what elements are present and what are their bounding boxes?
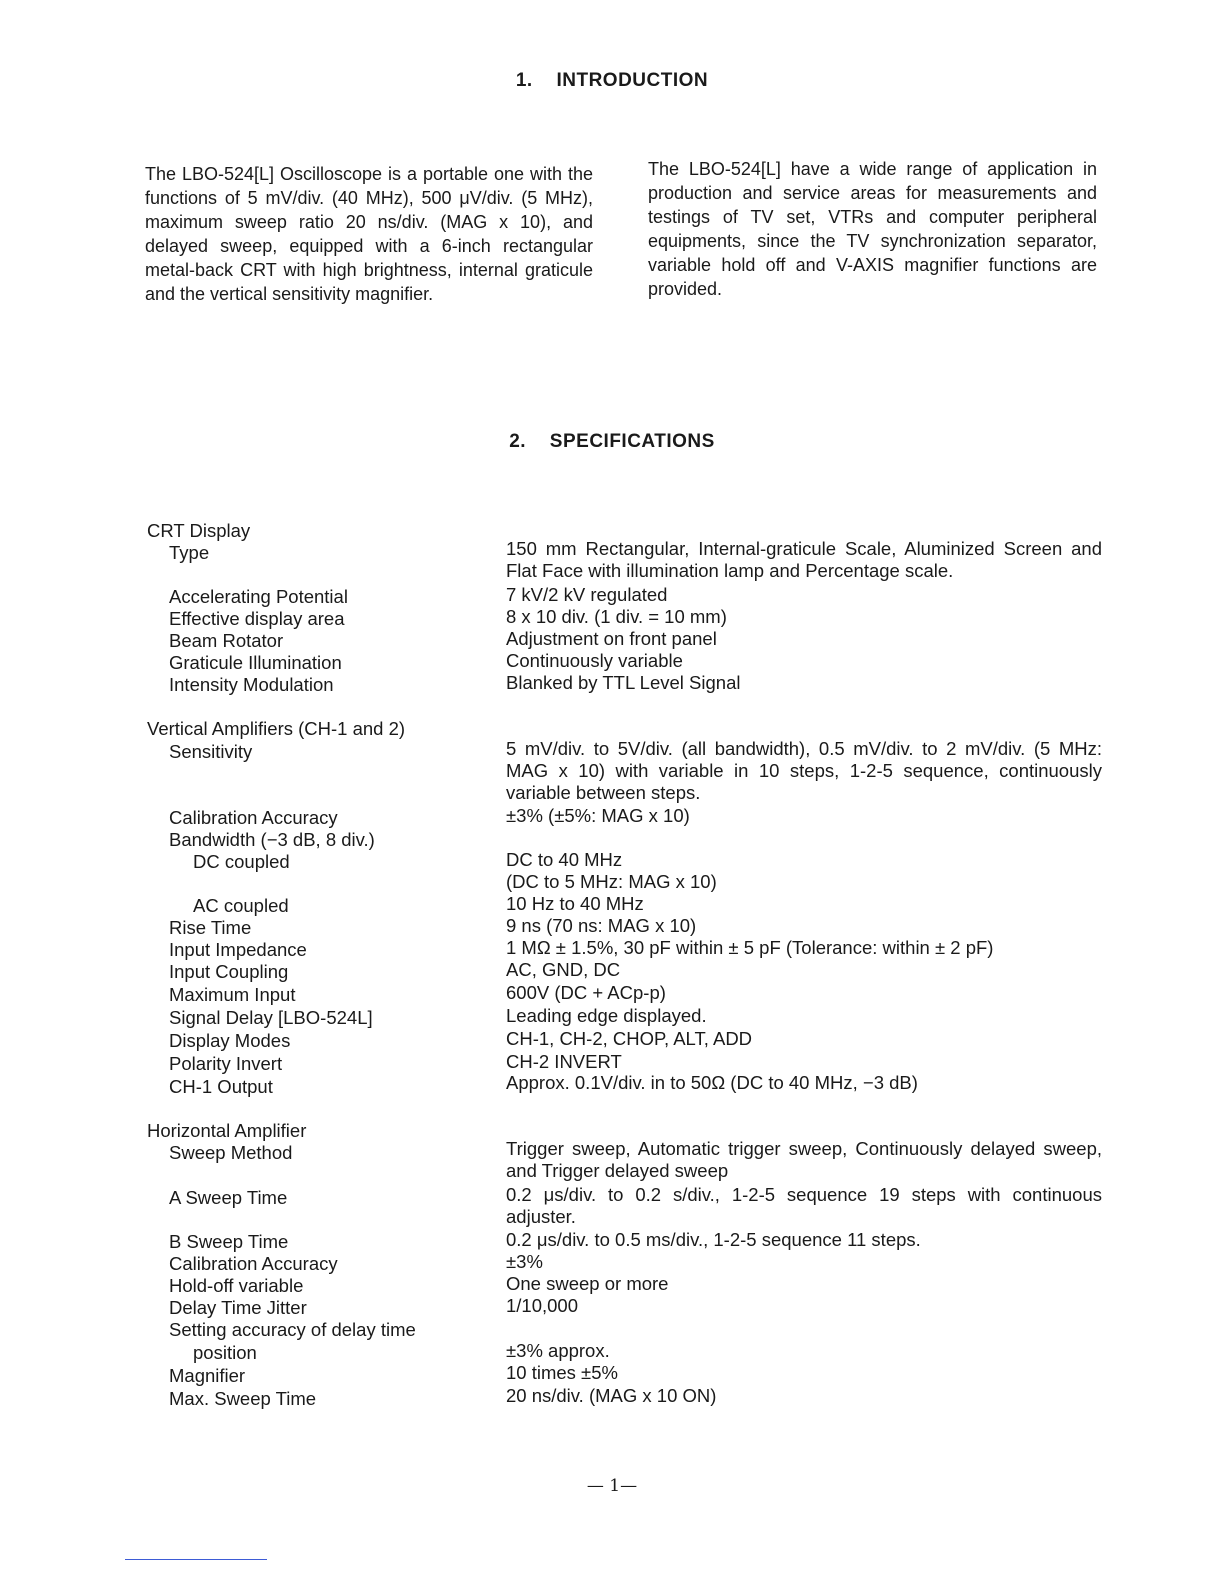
spec-label: Sweep Method: [169, 1142, 293, 1163]
spec-label: Polarity Invert: [169, 1053, 283, 1074]
footer-rule: [125, 1559, 267, 1560]
spec-value: 5 mV/div. to 5V/div. (all bandwidth), 0.5 mV/div. to 2 mV/div. (5 MHz: MAG x 10) with variable in 10 steps, 1-2-5 sequence, continuously variable between steps.: [506, 738, 1102, 803]
spec-label: CH-1 Output: [169, 1076, 273, 1097]
page-number: — 1—: [586, 1476, 638, 1496]
spec-label: Signal Delay [LBO-524L]: [169, 1007, 373, 1028]
intro-right-paragraph: The LBO-524[L] have a wide range of application in production and service areas for measurements and testings of TV set, VTRs and computer peripheral equipments, since the TV synchronization separator, variable hold off and V-AXIS magnifier functions are provided.: [648, 159, 1097, 299]
spec-label: Sensitivity: [169, 741, 253, 762]
spec-label: A Sweep Time: [169, 1187, 288, 1208]
spec-label: Calibration Accuracy: [169, 807, 338, 828]
spec-label: position: [193, 1342, 257, 1363]
spec-value: 20 ns/div. (MAG x 10 ON): [506, 1385, 717, 1406]
spec-value: 7 kV/2 kV regulated: [506, 584, 668, 605]
spec-label: Setting accuracy of delay time: [169, 1319, 416, 1340]
spec-value: 0.2 μs/div. to 0.5 ms/div., 1-2-5 sequence 11 steps.: [506, 1229, 921, 1250]
spec-label: Beam Rotator: [169, 630, 284, 651]
intro-heading: 1. INTRODUCTION: [515, 70, 709, 91]
spec-label: B Sweep Time: [169, 1231, 289, 1252]
spec-label: Intensity Modulation: [169, 674, 334, 695]
spec-group-crt-display: CRT Display: [147, 520, 251, 541]
spec-label: Accelerating Potential: [169, 586, 348, 607]
spec-value: Adjustment on front panel: [506, 628, 717, 649]
spec-label: Rise Time: [169, 917, 252, 938]
spec-value: Trigger sweep, Automatic trigger sweep, Continuously delayed sweep, and Trigger delayed sweep: [506, 1138, 1102, 1181]
spec-label: Display Modes: [169, 1030, 291, 1051]
spec-group-vertical-amplifiers: Vertical Amplifiers (CH-1 and 2): [147, 718, 406, 739]
spec-label: Bandwidth (−3 dB, 8 div.): [169, 829, 375, 850]
spec-label: Graticule Illumination: [169, 652, 342, 673]
spec-value: Approx. 0.1V/div. in to 50Ω (DC to 40 MHz, −3 dB): [506, 1072, 918, 1093]
spec-value: Blanked by TTL Level Signal: [506, 672, 741, 693]
specifications-heading: 2. SPECIFICATIONS: [509, 431, 715, 452]
spec-value: Leading edge displayed.: [506, 1005, 707, 1026]
spec-group-horizontal-amplifier: Horizontal Amplifier: [147, 1120, 307, 1141]
spec-label: Input Impedance: [169, 939, 307, 960]
spec-value: 0.2 μs/div. to 0.2 s/div., 1-2-5 sequence 19 steps with continuous adjuster.: [506, 1184, 1102, 1227]
spec-value: (DC to 5 MHz: MAG x 10): [506, 871, 717, 892]
spec-value: 150 mm Rectangular, Internal-graticule Scale, Aluminized Screen and Flat Face with illumination lamp and Percentage scale.: [506, 538, 1102, 581]
spec-value: CH-2 INVERT: [506, 1051, 622, 1072]
spec-label: Delay Time Jitter: [169, 1297, 307, 1318]
spec-value: One sweep or more: [506, 1273, 669, 1294]
spec-label: Input Coupling: [169, 961, 289, 982]
spec-value: 10 times ±5%: [506, 1362, 618, 1383]
spec-value: DC to 40 MHz: [506, 849, 623, 870]
spec-value: 600V (DC + ACp-p): [506, 982, 666, 1003]
spec-value: 9 ns (70 ns: MAG x 10): [506, 915, 697, 936]
spec-label: Magnifier: [169, 1365, 246, 1386]
spec-value: CH-1, CH-2, CHOP, ALT, ADD: [506, 1028, 753, 1049]
spec-value: 1 MΩ ± 1.5%, 30 pF within ± 5 pF (Tolerance: within ± 2 pF): [506, 937, 994, 958]
spec-label: Hold-off variable: [169, 1275, 304, 1296]
spec-value: AC, GND, DC: [506, 959, 621, 980]
spec-value: Continuously variable: [506, 650, 683, 671]
intro-left-paragraph: The LBO-524[L] Oscilloscope is a portable one with the functions of 5 mV/div. (40 MHz), 500 μV/div. (5 MHz), maximum sweep ratio 20 ns/div. (MAG x 10), and delayed sweep, equipped with a 6-inch rectangular metal-back CRT with high brightness, internal graticule and the vertical sensitivity magnifier.: [145, 164, 593, 304]
spec-value: ±3% (±5%: MAG x 10): [506, 805, 690, 826]
spec-label: DC coupled: [193, 851, 290, 872]
spec-value: ±3%: [506, 1251, 543, 1272]
spec-value: ±3% approx.: [506, 1340, 610, 1361]
spec-value: 1/10,000: [506, 1295, 579, 1316]
spec-value: 10 Hz to 40 MHz: [506, 893, 644, 914]
spec-label: Max. Sweep Time: [169, 1388, 317, 1409]
spec-label: Effective display area: [169, 608, 345, 629]
spec-value: 8 x 10 div. (1 div. = 10 mm): [506, 606, 727, 627]
spec-label: Calibration Accuracy: [169, 1253, 338, 1274]
spec-label: AC coupled: [193, 895, 289, 916]
spec-label: Type: [169, 542, 210, 563]
spec-label: Maximum Input: [169, 984, 296, 1005]
